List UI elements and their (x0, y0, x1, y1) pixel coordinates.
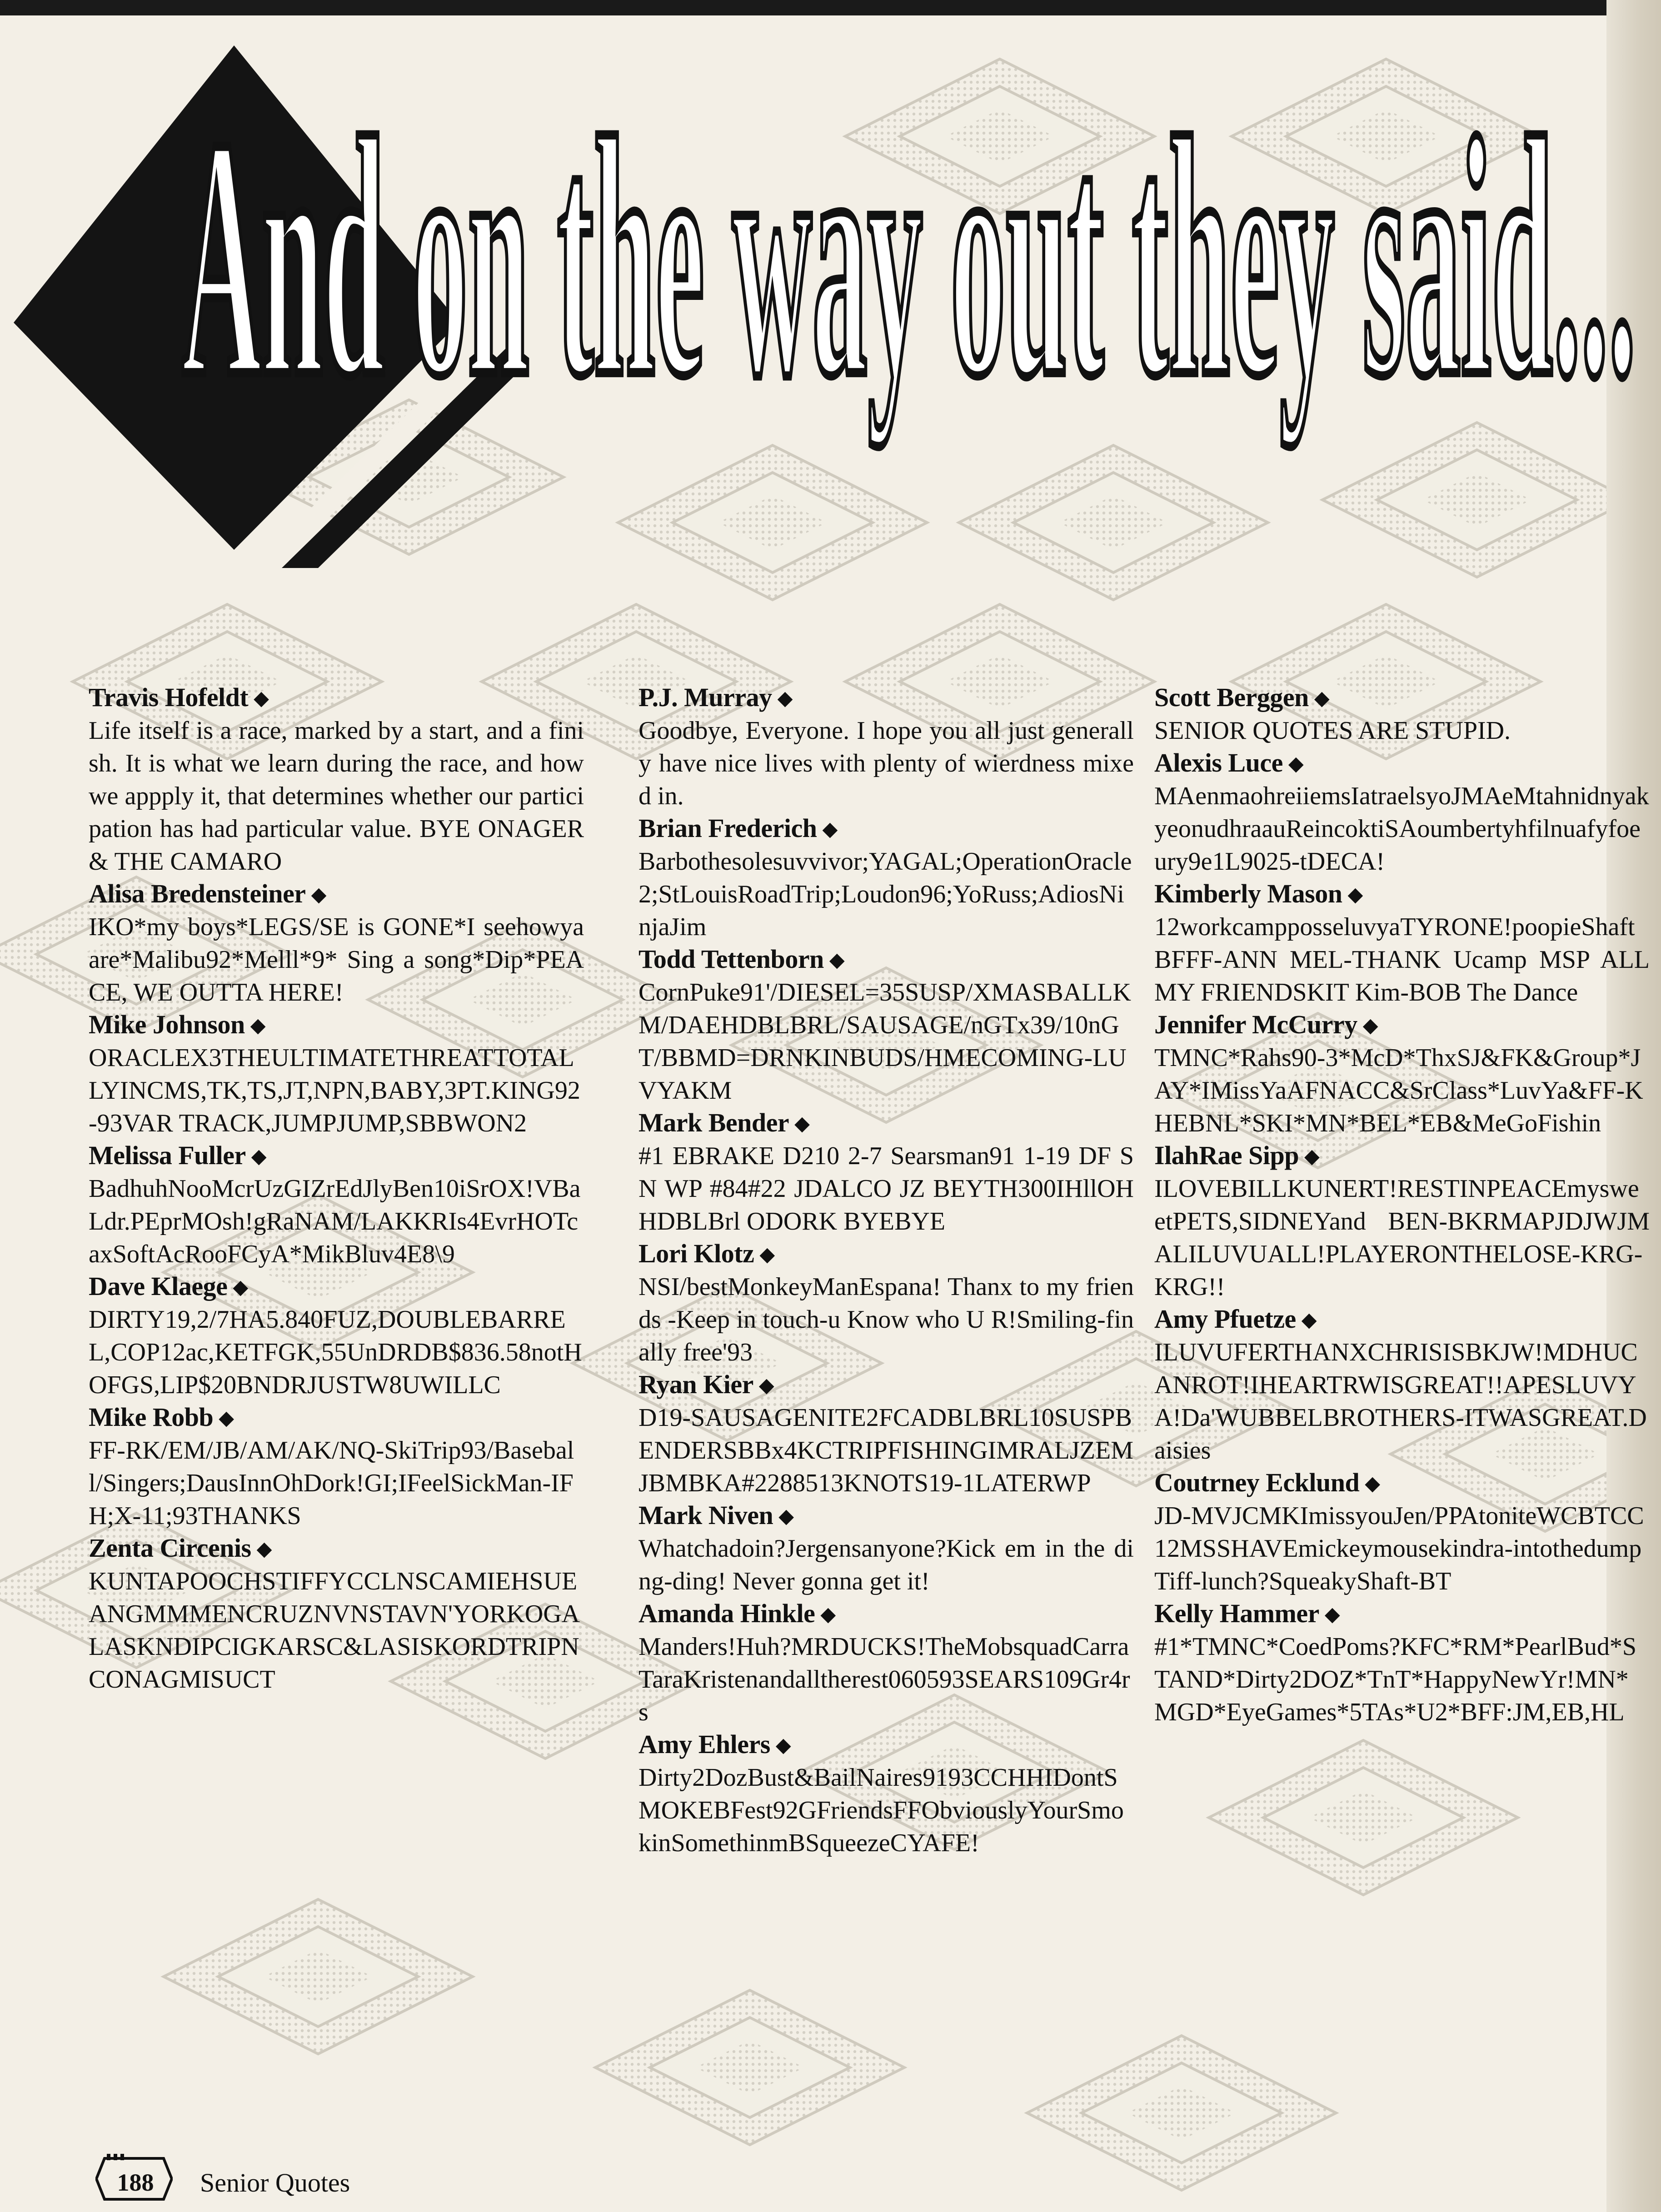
quote-entry (1154, 1303, 1650, 1467)
senior-name: Amy Ehlers (638, 1729, 770, 1759)
quote-entry (1154, 1009, 1650, 1140)
senior-name: Scott Berggen (1154, 683, 1309, 712)
quote-entry (89, 1401, 584, 1532)
diamond-bullet-icon: ◆ (759, 1243, 775, 1265)
diamond-bullet-icon: ◆ (251, 1145, 267, 1167)
diamond-bullet-icon: ◆ (1288, 752, 1304, 775)
senior-quote: ORACLEX3THEULTIMATETHREATTOTALLYINCMS,TK,TS,JT,NPN,BABY,3PT.KING92-93VAR TRACK,JUMPJUMP,SBBWON2 (89, 1044, 580, 1137)
senior-name: Mike Robb (89, 1402, 214, 1432)
quote-entry (1154, 1467, 1650, 1598)
senior-name: P.J. Murray (638, 683, 772, 712)
senior-quote: ILOVEBILLKUNERT!RESTINPEACEmysweetPETS,SIDNEYand BEN-BKRMAPJDJWJMALILUVUALL!PLAYERONTHELOSE-KRG-KRG!! (1154, 1175, 1650, 1301)
diamond-bullet-icon: ◆ (1301, 1309, 1317, 1331)
diamond-bullet-icon: ◆ (250, 1014, 266, 1036)
senior-name: Alisa Bredensteiner (89, 879, 306, 908)
senior-quote: Life itself is a race, marked by a start, and a finish. It is what we learn during the race, and how we appply it, that determines whether our participation has had particular value. BYE ONAGER& THE CAMARO (89, 717, 584, 876)
senior-quote: ILUVUFERTHANXCHRISISBKJW!MDHUCANROT!IHEARTRWISGREAT!!APESLUVYA!Da'WUBBELBROTHERS-ITWASGREAT.Daisies (1154, 1338, 1647, 1465)
quote-entry (1154, 1598, 1650, 1729)
senior-name: IlahRae Sipp (1154, 1141, 1299, 1170)
senior-name: Brian Frederich (638, 813, 817, 843)
diamond-bullet-icon: ◆ (775, 1734, 791, 1756)
senior-quote: NSI/bestMonkeyManEspana! Thanx to my friends -Keep in touch-u Know who U R!Smiling-finally free'93 (638, 1273, 1134, 1366)
senior-name: Mark Niven (638, 1500, 773, 1530)
senior-name: Kimberly Mason (1154, 879, 1342, 908)
diamond-bullet-icon: ◆ (1365, 1472, 1380, 1495)
diamond-bullet-icon: ◆ (794, 1112, 810, 1135)
quote-entry (89, 1270, 584, 1401)
senior-quote: DIRTY19,2/7HA5.840FUZ,DOUBLEBARREL,COP12ac,KETFGK,55UnDRDB$836.58notHOFGS,LIP$20BNDRJUSTW8UWILLC (89, 1305, 582, 1399)
quote-entry (89, 1140, 584, 1270)
quotes-column-3 (1154, 682, 1650, 1729)
senior-quote: Whatchadoin?Jergensanyone?Kick em in the ding-ding! Never gonna get it! (638, 1534, 1134, 1595)
quote-entry (1154, 1140, 1650, 1303)
diamond-bullet-icon: ◆ (777, 687, 793, 709)
quote-entry (89, 682, 584, 878)
quote-entry (638, 1107, 1134, 1238)
senior-quote: Goodbye, Everyone. I hope you all just generally have nice lives with plenty of wierdness mixed in. (638, 717, 1134, 810)
senior-name: Alexis Luce (1154, 748, 1283, 777)
senior-quote: Dirty2DozBust&BailNaires9193CCHHIDontSMOKEBFest92GFriendsFFObviouslyYourSmokinSomethinmBSqueezeCYAFE! (638, 1764, 1124, 1857)
quote-entry (638, 1500, 1134, 1598)
quote-entry (638, 812, 1134, 943)
senior-name: Zenta Circenis (89, 1533, 251, 1563)
diamond-bullet-icon: ◆ (1314, 687, 1330, 709)
senior-name: Mike Johnson (89, 1010, 245, 1039)
senior-quote: MAenmaohreiiemsIatraelsyoJMAeMtahnidnyakyeonudhraauReincoktiSAoumbertyhfilnuafyfoeury9e1L9025-tDECA! (1154, 782, 1649, 876)
quote-entry (638, 1598, 1134, 1729)
senior-quote: Manders!Huh?MRDUCKS!TheMobsquadCarraTaraKristenandalltherest060593SEARS109Gr4rs (638, 1633, 1130, 1726)
diamond-bullet-icon: ◆ (778, 1505, 794, 1527)
senior-quote: CornPuke91'/DIESEL=35SUSP/XMASBALLKM/DAEHDBLBRL/SAUSAGE/nGTx39/10nGT/BBMD=DRNKINBUDS/HMECOMING-LUVYAKM (638, 978, 1131, 1105)
title-block (0, 27, 1661, 618)
senior-name: Kelly Hammer (1154, 1599, 1319, 1628)
senior-name: Mark Bender (638, 1108, 789, 1137)
title-graphic (0, 27, 1661, 618)
quote-entry (1154, 878, 1650, 1009)
senior-quote: KUNTAPOOCHSTIFFYCCLNSCAMIEHSUEANGMMMENCRUZNVNSTAVN'YORKOGALASKNDIPCIGKARSC&LASISKORDTRIPNCONAGMISUCT (89, 1567, 580, 1694)
senior-quote: FF-RK/EM/JB/AM/AK/NQ-SkiTrip93/Baseball/Singers;DausInnOhDork!GI;IFeelSickMan-IFH;X-11;93THANKS (89, 1436, 574, 1530)
senior-name: Todd Tettenborn (638, 944, 824, 974)
senior-name: Lori Klotz (638, 1239, 754, 1268)
diamond-bullet-icon: ◆ (256, 1538, 272, 1560)
senior-name: Jennifer McCurry (1154, 1010, 1357, 1039)
senior-name: Amanda Hinkle (638, 1599, 815, 1628)
senior-name: Dave Klaege (89, 1271, 228, 1301)
diamond-bullet-icon: ◆ (254, 687, 269, 709)
senior-quote: 12workcampposseluvyaTYRONE!poopieShaftBFFF-ANN MEL-THANK Ucamp MSP ALL MY FRIENDSKIT Kim-BOB The Dance (1154, 913, 1650, 1006)
diamond-bullet-icon: ◆ (829, 949, 845, 971)
quotes-column-1 (89, 682, 584, 1696)
diamond-bullet-icon: ◆ (822, 818, 838, 840)
diamond-bullet-icon: ◆ (1362, 1014, 1378, 1036)
quote-entry (89, 878, 584, 1009)
senior-name: Melissa Fuller (89, 1141, 246, 1170)
senior-quote: BadhuhNooMcrUzGIZrEdJlyBen10iSrOX!VBaLdr.PEprMOsh!gRaNAM/LAKKRIs4EvrHOTcaxSoftAcRooFCyA*MikBluv4E8\9 (89, 1175, 581, 1268)
quotes-column-2 (638, 682, 1134, 1859)
quote-entry (638, 1369, 1134, 1500)
page-number: 188 (117, 2169, 154, 2196)
senior-name: Coutrney Ecklund (1154, 1468, 1360, 1497)
section-label: Senior Quotes (200, 2168, 350, 2197)
quote-entry (1154, 682, 1650, 747)
top-edge-strip (0, 0, 1661, 15)
senior-quote: D19-SAUSAGENITE2FCADBLBRL10SUSPBENDERSBBx4KCTRIPFISHINGIMRALJZEMJBMBKA#2288513KNOTS19-1LATERWP (638, 1404, 1133, 1497)
diamond-bullet-icon: ◆ (1347, 883, 1363, 906)
diamond-bullet-icon: ◆ (1304, 1145, 1320, 1167)
senior-quote: #1 EBRAKE D210 2-7 Searsman91 1-19 DF SN WP #84#22 JDALCO JZ BEYTH300IHllOHHDBLBrl ODORK BYEBYE (638, 1142, 1134, 1236)
quote-entry (89, 1532, 584, 1696)
senior-quote: IKO*my boys*LEGS/SE is GONE*I seehowyaare*Malibu92*Melll*9* Sing a song*Dip*PEACE, WE OUTTA HERE! (89, 913, 584, 1006)
diamond-bullet-icon: ◆ (233, 1276, 248, 1298)
quote-entry (638, 1238, 1134, 1369)
quote-entry (89, 1009, 584, 1140)
senior-quote: JD-MVJCMKImissyouJen/PPAtoniteWCBTCC12MSSHAVEmickeymousekindra-intothedumpTiff-lunch?SqueakyShaft-BT (1154, 1502, 1644, 1595)
diamond-bullet-icon: ◆ (758, 1374, 774, 1396)
senior-name: Amy Pfuetze (1154, 1304, 1296, 1334)
senior-name: Ryan Kier (638, 1370, 753, 1399)
senior-quote: TMNC*Rahs90-3*McD*ThxSJ&FK&Group*JAY*IMissYaAFNACC&SrClass*LuvYa&FF-KHEBNL*SKI*MN*BEL*EB&MeGoFishin (1154, 1044, 1643, 1137)
diamond-bullet-icon: ◆ (219, 1407, 234, 1429)
quote-entry (638, 1729, 1134, 1859)
senior-quote: #1*TMNC*CoedPoms?KFC*RM*PearlBud*STAND*Dirty2DOZ*TnT*HappyNewYr!MN*MGD*EyeGames*5TAs*U2*BFF:JM,EB,HL (1154, 1633, 1636, 1726)
quote-entry (638, 682, 1134, 812)
diamond-bullet-icon: ◆ (1324, 1603, 1340, 1625)
diamond-bullet-icon: ◆ (311, 883, 326, 906)
quote-entry (1154, 747, 1650, 878)
page-title: And on the way out they said... (182, 68, 1636, 448)
quote-entry (638, 943, 1134, 1107)
senior-quote: Barbothesolesuvvivor;YAGAL;OperationOracle2;StLouisRoadTrip;Loudon96;YoRuss;AdiosNinjaJim (638, 847, 1132, 941)
senior-name: Travis Hofeldt (89, 683, 249, 712)
senior-quote: SENIOR QUOTES ARE STUPID. (1154, 717, 1511, 745)
diamond-bullet-icon: ◆ (820, 1603, 836, 1625)
